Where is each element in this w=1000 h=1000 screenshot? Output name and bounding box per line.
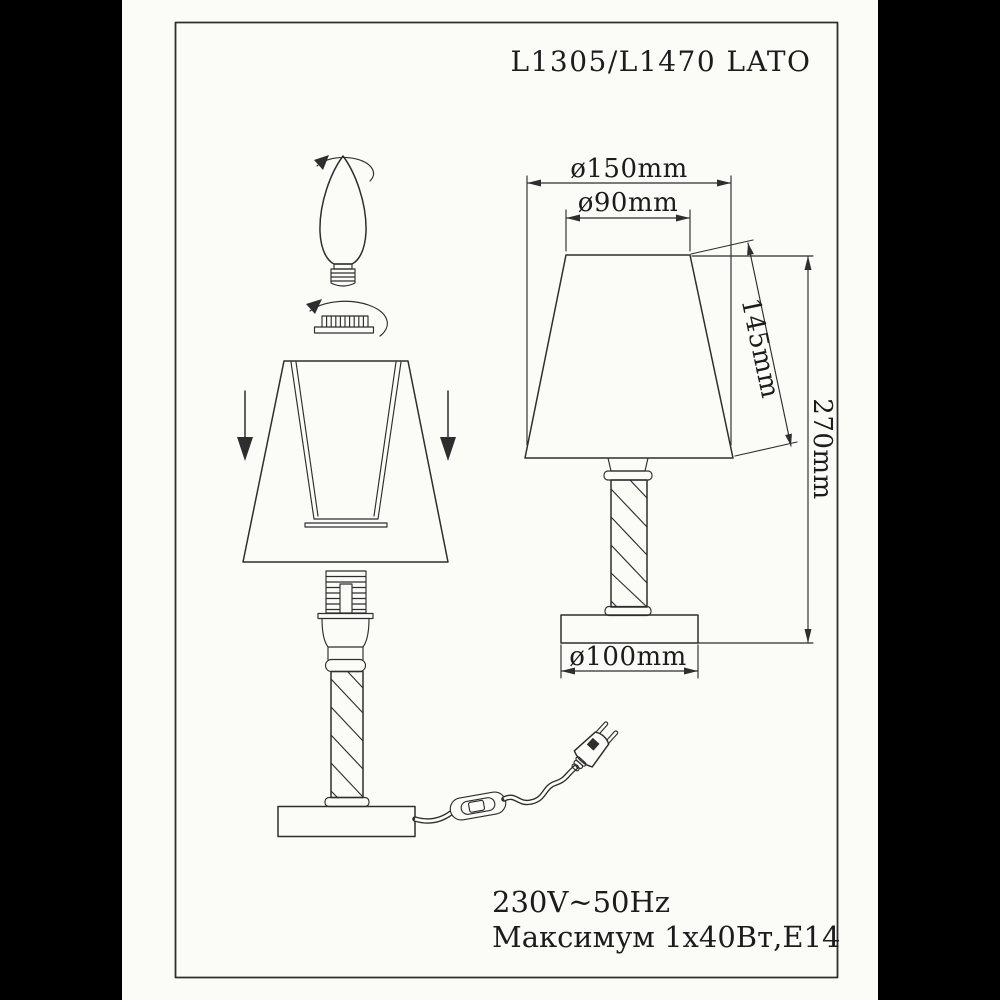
spec-max-power: Максимум 1x40Вт,E14 — [492, 920, 841, 954]
socket-slot — [340, 584, 352, 613]
spec-voltage: 230V~50Hz — [492, 885, 671, 919]
dim-label-shade-top: ø90mm — [577, 188, 679, 218]
dim-label-shade-bottom: ø150mm — [570, 154, 688, 184]
dim-label-shade-height: 145mm — [734, 295, 786, 402]
page-title: L1305/L1470 LATO — [510, 45, 812, 78]
dim-label-total-height: 270mm — [807, 398, 837, 500]
page-frame — [176, 23, 841, 978]
dim-label-base-diameter: ø100mm — [569, 642, 687, 672]
